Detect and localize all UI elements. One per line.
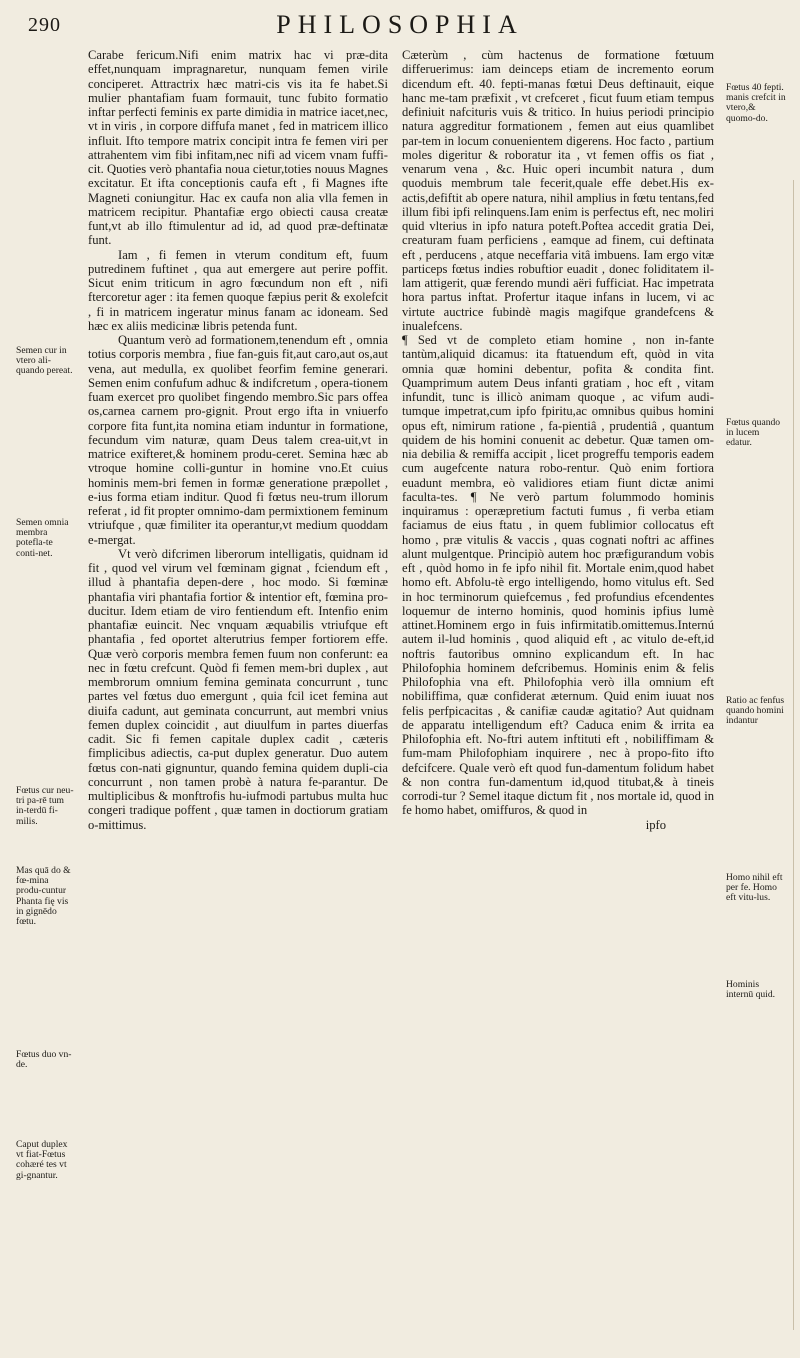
page-number: 290 — [28, 14, 61, 36]
margin-note-hominis-internum: Hominis internū quid. — [726, 979, 776, 1001]
margin-note-caput-duplex: Caput duplex vt fiat-Fœtus cohæré tes vt gi-gnantur. — [16, 1139, 68, 1181]
margin-note-partus: Fœtus quando in lucem edatur. — [726, 417, 781, 449]
paragraph-formation-members: Quantum verò ad formationem,tenendum eft , omnia totius corporis membra , fiue fan-guis fit,aut caro,aut os,aut vena, aut medulla, ex quolibet feorfim femine generari. Semen enim confufum adhuc & indifcretum , opera-tionem fuam exercet pro quolibet fingendo membro.Sic pars offea os,carnea carnem pro-gignit. Prout ergo ifta in vniuerfo corpore fita funt,ita nomina etiam induntur in formatione, fecundum vim naturæ, quam Deus talem crea-uit,vt in matrice exifteret,& hominem produ-ceret. Semina hæc ab vtroque homine colli-guntur in homine vno.Et cuius hominis mem-bri femen in formæ generatione præpollet , e-ius forma etiam inditur. Quod fi fœtus neu-trum illorum referat , id fit propter omnimo-dam permixtionem feminum vtriufque , quæ fimiliter ita operantur,vt medium quoddam e-mergat. — [88, 333, 388, 547]
paragraph-fetal-growth: Cæterùm , cùm hactenus de formatione fœtuum differuerimus: iam deinceps etiam de incremento eorum dicendum eft. 40. fepti-manas fœtui Deus deftinauit, eique hanc me-tam præfixit , vt crefceret , ficut fuum etiam tempus definiuit nafcituris vuis & tritico. In huius periodi principio natura aggreditur formationem , femen aut eius quamlibet par-tem in locum conuenientem digerens. Hoc facto , partium moles digeritur & roboratur ita , vt femen offis os fiat , venarum vena , &c. Huic operi incumbit natura , dum quoduis membrum tale fecerit,quale effe debet.His ex-actis,defiftit ab opere natura, nihil amplius in fœtu tentans,fed illum fibi ipfi relinquens.Iam enim is perfectus eft, nec moliri quid vlterius in ipfo natura poteft.Poftea accedit gratia Dei, creaturam fuam perficiens , eamque ad finem, cui deftinata eft , perducens , atque neceffaria vitâ imbuens. Iam ergo vitæ particeps fœtus indies robuftior euadit , donec foliditatem il-lam attigerit, quæ ferendo mundi aëri fufficiat. Hac impetrata hora partus inftat. Profertur itaque infans in lucem, vi ac virtute auctrice fubindè magis magifque grandefcens & inualefcens. — [402, 48, 714, 333]
paragraph-semen-putrefaction: Iam , fi femen in vterum conditum eft, fuum putredinem fuftinet , qua aut emergere aut perire poffit. Sicut enim triticum in agro fœcundum non eft , nifi ftercoretur ager : ita femen quoque fæpius perit & exolefcit , fi in matricem ingeratur minus fanam ac idoneam. Sed hæc ex aliis medicinæ libris petenda funt. — [88, 247, 388, 333]
margin-note-ratio-sensus: Ratio ac fenfus quando homini indantur — [726, 695, 785, 727]
paragraph-complete-man: ¶ Sed vt de completo etiam homine , non in-fante tantùm,aliquid dicamus: ita ftatuendum eft, quòd in vita omnia quæ homini debentur, pofita & condita fint. Quamprimum autem Deus infanti gratiam , hoc eft , vitam infundit, tunc is illicò animam quoque , ac vifum audi-tumque impetrat,cum ipfo fpiritu,ac omnibus quibus homini opus eft, nimirum ratione , fa-pientiâ , prudentiâ , quantum quidem de his homini conuenit ac debetur. Quæ tamen om-nia debilia & remiffa accipit , licet progreffu temporis eadem cum augefcente natura robo-rentur. Quò enim fortiora euadunt membra, eò validiores etiam fiunt dictæ animi faculta-tes. ¶ Ne verò partum folummodo hominis inquiramus : operæpretium factuti fumus , fi verba etiam faciamus de eius ftatu , in quem fublimior collocatus eft homo , præ vitulis & vaccis , quas cognati noftri ac affines alunt mulgentque. Principiò autem hoc præfigurandum vobis eft , quòd homo in fe ipfo nihil fit. Mortale enim,quod habet homo eft. Abfolu-tè ergo intelligendo, homo vitulus eft. Sed in hoc terminorum quiefcemus , fed profundius efcendentes loquemur de interno hominis, quod hominis ipfius lumè attinet.Hominem ergo in fuis infirmitatib.omittemus.Internú autem il-lud hominis , quod aliquid eft , ac vitulo de-eft,id noftris fautoribus omnino explicandum eft. In hac Philofophia hominem defcribemus. Hominis enim & felis Philofophia vna eft. Philofophia verò illa omnium eft nobiliffima, quæ confiderat æternum. Quid enim iuuat nos felis perfpicacitas , & canifiæ caudæ agitatio? Aut quidnam de apparatu intelligendum eft? Caduca enim & irrita ea Philofophia eft. No-ftri autem inftituti eft , nobiliffimam & fum-mam Philofophiam inquirere , nec à propo-fito ifto defcifcere. Quale verò eft quod fun-damentum folidum habet & non contra fun-damentum id,quod titubat,& à tineis corrodi-tur ? Semel itaque dictum fit , nos mortale id, quod in fe homo habet, omiffuros, & quod in — [402, 333, 714, 818]
catchword: ipfo — [645, 817, 666, 832]
margin-note-foetus-duo: Fœtus duo vn-de. — [16, 1049, 72, 1071]
margin-note-mas-femina: Mas quā do & fœ-mina produ-cuntur Phanta fię vis in gignēdo fœtu. — [16, 865, 71, 928]
paragraph-sex-determination: Vt verò difcrimen liberorum intelligatis, quidnam id fit , quod vel virum vel fœminam gignat , fciendum eft , illud à phantafia depen-dere , hoc modo. Si fœminæ phantafia viri phantafia fortior & intentior eft, fœmina pro-ducitur. Idem etiam de viro fentiendum eft. Intenfio enim phantafiæ euincit. Nec vnquam æquabilis vtriufque eft phantafia , fed oportet alterutrius femper fortiorem effe. Quæ verò corporis membra femen fuum non conferunt: ea nec in fœtu crefcunt. Quòd fi femen mem-bri duplex , aut membrorum omnium femina geminata concurrunt , tunc partes vel fœtus duo emergunt , quia fcil icet femina aut diuifa cadunt, aut geminata concurrunt, aut membri vnius femen duplex coincidit , aut diuulfum in partes diuerfas cadit. Sic fi femen capitale duplex cadit , cæteris fimplicibus adiectis, ca-put duplex generatur. Duo autem fœtus con-nati gignuntur, quando femina quidem dupli-cia concurrunt , non tamen probè à natura fe-parantur. De multiplicibus & monftrofis hu-iufmodi partubus multa huc congeri tradique poffent , quæ tamen in doctiorum gratiam o-mittimus. — [88, 546, 388, 832]
margin-note-homo-nihil: Homo nihil eft per fe. Homo eft vitu-lus. — [726, 872, 783, 904]
running-title: PHILOSOPHIA — [276, 10, 524, 39]
page-header — [28, 10, 772, 44]
paragraph-magnet-conception: Carabe fericum.Nifi enim matrix hac vi præ-dita effet,nunquam impragnaretur, nunquam femen virile conciperet. Attractrix hæc matri-cis vis ita fe habet.Si mulier phantafiam fuam formauit, tunc fubito formatio inftar perfecti feminis ex parte dimidia in matrice iacet,nec, vt in viris , in corpore diffufa manet , fed in matricem illico influit. Ifto tempore matrix concipit intra fe femen viri per attrahentem vim fibi infitam,nec nifi ad vicem vnam fuffi-cit. Quoties verò phantafia noua cietur,toties nouus Magnes excitatur. Et ifta conceptionis caufa eft , fi Magnes ifte Magneti coniungitur. Hac ex caufa non alia vlla femen in matricem recipitur. Phantafiæ ergo obiecti causa creatæ funt,vt ab illo ftimulentur ad id, ad quod præ-deftinatæ funt. — [88, 48, 388, 248]
left-text-column — [88, 48, 388, 832]
margin-note-40-septimanas: Fœtus 40 fepti. manis crefcit in vtero,& quomo-do. — [726, 82, 786, 124]
margin-note-semen-omnia: Semen omnia membra potefla-te conti-net. — [16, 517, 69, 559]
right-text-column — [402, 48, 714, 832]
margin-note-semen-perit: Semen cur in vtero ali-quando pereat. — [16, 345, 73, 377]
page-edge-shadow — [793, 180, 794, 1330]
margin-note-foetus-neutri: Fœtus cur neu-tri pa-rē tum in-terdū fi-milis. — [16, 785, 74, 827]
